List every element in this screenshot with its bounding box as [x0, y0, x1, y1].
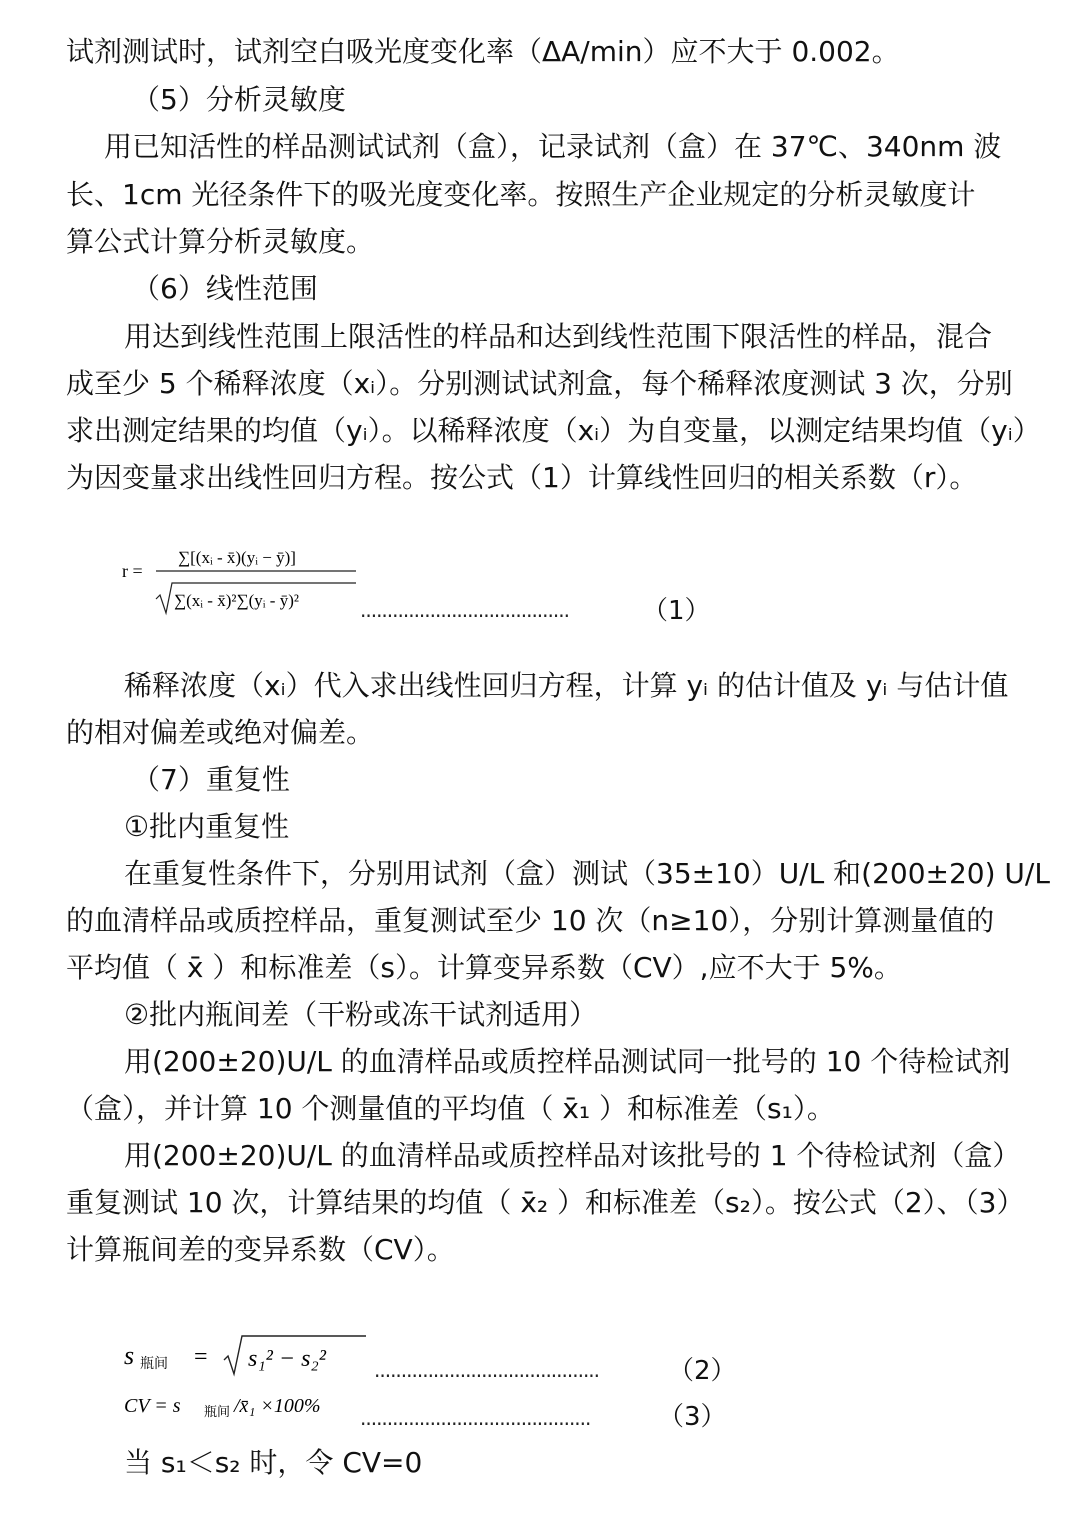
subsection-heading: ①批内重复性: [124, 810, 290, 843]
formula-subscript: 瓶间: [140, 1357, 168, 1372]
formula-radicand: s₁² − s₂²: [248, 1346, 326, 1372]
formula-subscript: 瓶间: [204, 1404, 231, 1419]
text-line: （盒），并计算 10 个测量值的平均值（ x̄₁ ）和标准差（s₁）。: [66, 1092, 835, 1125]
text-line: 用已知活性的样品测试试剂（盒），记录试剂（盒）在 37℃、340nm 波: [104, 130, 1002, 163]
text-line: 试剂测试时，试剂空白吸光度变化率（ΔA/min）应不大于 0.002。: [66, 35, 900, 68]
section-heading-repeatability: （7）重复性: [132, 763, 290, 796]
formula-equals: =: [194, 1344, 208, 1370]
text-line: 平均值（ x̄ ）和标准差（s）。计算变异系数（CV）,应不大于 5%。: [66, 951, 902, 984]
text-line: 成至少 5 个稀释浓度（xᵢ）。分别测试试剂盒，每个稀释浓度测试 3 次，分别: [66, 367, 1013, 400]
dot-leader: ...........................................: [360, 1406, 591, 1430]
dot-leader: .......................................: [360, 598, 569, 622]
text-line: 求出测定结果的均值（yᵢ）。以稀释浓度（xᵢ）为自变量，以测定结果均值（yᵢ）: [66, 414, 1041, 447]
formula-denominator: ∑(xᵢ - x̄)²∑(yᵢ - ȳ)²: [174, 591, 299, 610]
text-line: 用(200±20)U/L 的血清样品或质控样品对该批号的 1 个待检试剂（盒）: [124, 1139, 1021, 1172]
text-line: 稀释浓度（xᵢ）代入求出线性回归方程，计算 yᵢ 的估计值及 yᵢ 与估计值: [124, 669, 1009, 702]
text-line: 在重复性条件下，分别用试剂（盒）测试（35±10）U/L 和(200±20) U/L: [124, 857, 1050, 890]
formula-s: s: [124, 1341, 135, 1370]
text-line: 的血清样品或质控样品，重复测试至少 10 次（n≥10），分别计算测量值的: [66, 904, 995, 937]
formula-cv-rhs: /x̄₁ ×100%: [234, 1395, 321, 1417]
text-line: 的相对偏差或绝对偏差。: [66, 716, 375, 749]
section-heading-sensitivity: （5）分析灵敏度: [132, 83, 346, 116]
text-line: 为因变量求出线性回归方程。按公式（1）计算线性回归的相关系数（r）。: [66, 461, 978, 494]
dot-leader: ..........................................: [374, 1358, 600, 1382]
text-line: 长、1cm 光径条件下的吸光度变化率。按照生产企业规定的分析灵敏度计: [66, 178, 976, 211]
subsection-heading: ②批内瓶间差（干粉或冻干试剂适用）: [124, 998, 598, 1031]
section-heading-linearity: （6）线性范围: [132, 272, 318, 305]
text-line: 用(200±20)U/L 的血清样品或质控样品测试同一批号的 10 个待检试剂: [124, 1045, 1011, 1078]
formula-cv: [120, 1388, 380, 1424]
formula-cv-lhs: CV = s: [124, 1395, 181, 1417]
formula-lhs: r =: [122, 561, 143, 581]
formula-between-bottle-sd: [120, 1330, 380, 1380]
equation-number: （2）: [668, 1356, 737, 1386]
text-line: 当 s₁＜s₂ 时，令 CV=0: [124, 1446, 423, 1479]
text-line: 用达到线性范围上限活性的样品和达到线性范围下限活性的样品，混合: [124, 320, 993, 353]
formula-correlation: [120, 535, 380, 620]
text-line: 重复测试 10 次，计算结果的均值（ x̄₂ ）和标准差（s₂）。按公式（2）、（3）: [66, 1186, 1025, 1219]
equation-number: （3）: [658, 1402, 727, 1432]
equation-number: （1）: [642, 596, 711, 626]
text-line: 算公式计算分析灵敏度。: [66, 225, 375, 258]
formula-numerator: ∑[(xᵢ - x̄)(yᵢ − ȳ)]: [178, 548, 296, 567]
text-line: 计算瓶间差的变异系数（CV）。: [66, 1233, 455, 1266]
